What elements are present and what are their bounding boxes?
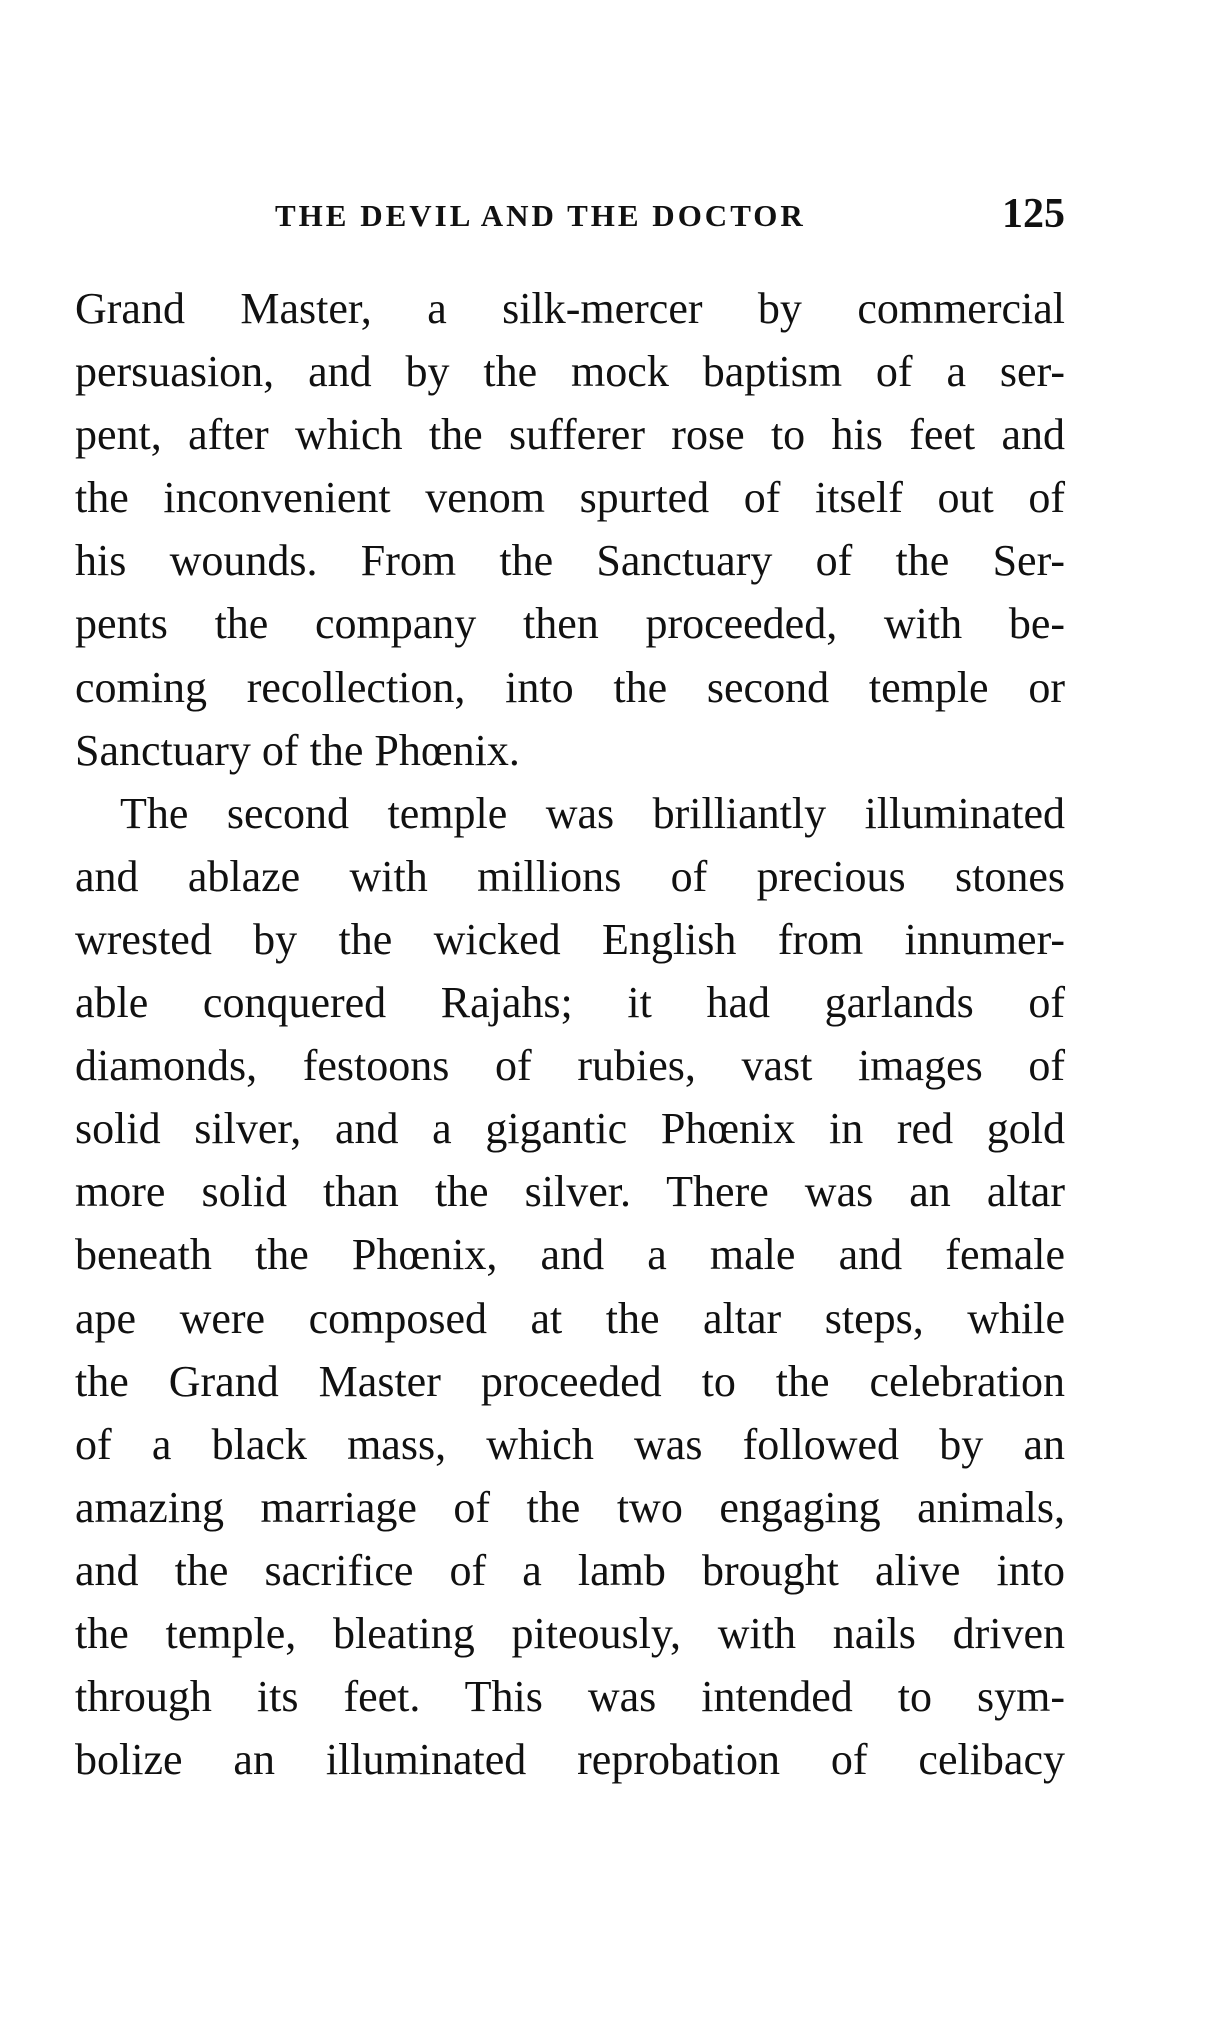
text-line: and ablaze with millions of precious stones — [75, 851, 1065, 901]
text-line: amazing marriage of the two engaging animals, — [75, 1482, 1065, 1532]
text-line: ape were composed at the altar steps, while — [75, 1293, 1065, 1343]
text-line: persuasion, and by the mock baptism of a ser- — [75, 347, 1065, 397]
running-title: THE DEVIL AND THE DOCTOR — [275, 198, 806, 233]
paragraph-last-line: Sanctuary of the Phœnix. — [75, 725, 520, 775]
body-text — [75, 277, 1065, 1791]
text-line: solid silver, and a gigantic Phœnix in red gold — [75, 1104, 1065, 1154]
text-line: pents the company then proceeded, with be- — [75, 599, 1065, 649]
text-line: more solid than the silver. There was an altar — [75, 1167, 1065, 1217]
text-line: bolize an illuminated reprobation of celibacy — [75, 1735, 1065, 1785]
paragraph-first-line: The second temple was brilliantly illuminated — [120, 788, 1065, 838]
text-line: diamonds, festoons of rubies, vast images of — [75, 1041, 1065, 1091]
text-line: the temple, bleating piteously, with nails driven — [75, 1608, 1065, 1658]
running-head — [75, 190, 1065, 240]
text-line: beneath the Phœnix, and a male and female — [75, 1230, 1065, 1280]
text-line: through its feet. This was intended to sym- — [75, 1672, 1065, 1722]
page-number: 125 — [1002, 191, 1065, 237]
text-line: wrested by the wicked English from innumer- — [75, 914, 1065, 964]
text-line: Grand Master, a silk-mercer by commercial — [75, 284, 1065, 333]
text-line: of a black mass, which was followed by an — [75, 1419, 1065, 1469]
text-line: the Grand Master proceeded to the celebration — [75, 1356, 1065, 1406]
text-line: the inconvenient venom spurted of itself out of — [75, 473, 1065, 523]
text-line: and the sacrifice of a lamb brought alive into — [75, 1545, 1065, 1595]
text-line: coming recollection, into the second temple or — [75, 662, 1065, 712]
text-line: pent, after which the sufferer rose to his feet and — [75, 410, 1065, 460]
text-line: able conquered Rajahs; it had garlands of — [75, 978, 1065, 1028]
text-line: his wounds. From the Sanctuary of the Ser- — [75, 536, 1065, 586]
